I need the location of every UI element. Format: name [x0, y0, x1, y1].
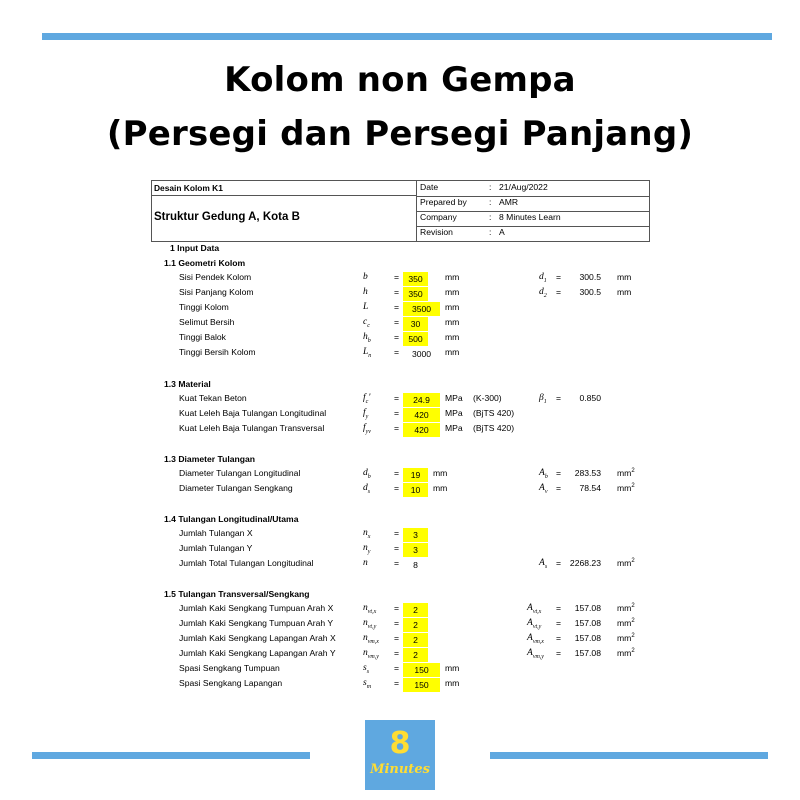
- row-label: Diameter Tulangan Sengkang: [179, 483, 293, 493]
- header-key: Revision: [420, 227, 453, 237]
- transversal-row: [151, 648, 650, 663]
- geometry-row: [151, 332, 650, 347]
- result-eq: =: [556, 287, 562, 297]
- result-symbol: $A_s$: [539, 558, 548, 570]
- result-value: 157.08: [574, 633, 601, 643]
- longitudinal-row: [151, 558, 650, 573]
- header-row-revision: [417, 226, 649, 241]
- header-value: A: [499, 227, 505, 237]
- row-label: Jumlah Tulangan Y: [179, 543, 253, 553]
- row-label: Jumlah Kaki Sengkang Lapangan Arah Y: [179, 648, 336, 658]
- design-name: Desain Kolom K1: [154, 183, 223, 193]
- input-value[interactable]: 350: [403, 287, 428, 301]
- row-eq: =: [394, 317, 400, 327]
- result-value: 157.08: [574, 603, 601, 613]
- row-unit: mm: [445, 302, 460, 312]
- row-symbol: $n_{vm,y}$: [363, 648, 379, 660]
- result-unit: $mm^2$: [617, 483, 635, 493]
- input-value[interactable]: 24.9: [403, 393, 440, 407]
- row-label: Jumlah Tulangan X: [179, 528, 253, 538]
- longitudinal-row: [151, 528, 650, 543]
- row-label: Kuat Leleh Baja Tulangan Transversal: [179, 423, 325, 433]
- input-value[interactable]: 150: [403, 663, 440, 677]
- row-symbol: $n_x$: [363, 528, 371, 540]
- result-value: 300.5: [579, 287, 601, 297]
- sheet-header: [151, 180, 650, 242]
- result-symbol: $d_2$: [539, 287, 547, 299]
- input-value[interactable]: 2: [403, 633, 428, 647]
- header-colon: :: [489, 212, 492, 222]
- row-eq: =: [394, 543, 400, 553]
- result-eq: =: [556, 648, 562, 658]
- row-eq: =: [394, 603, 400, 613]
- page-subtitle: (Persegi dan Persegi Panjang): [106, 114, 694, 154]
- row-note: (K-300): [473, 393, 502, 403]
- row-unit: MPa: [445, 423, 463, 433]
- header-value: AMR: [499, 197, 519, 207]
- row-label: Tinggi Kolom: [179, 302, 229, 312]
- section-longitudinal: 1.4 Tulangan Longitudinal/Utama: [164, 514, 299, 524]
- row-eq: =: [394, 468, 400, 478]
- row-symbol: $n_{vm,x}$: [363, 633, 379, 645]
- section-geometry: 1.1 Geometri Kolom: [164, 258, 246, 268]
- bottom-right-accent-bar: [490, 752, 768, 759]
- transversal-row: [151, 663, 650, 678]
- result-unit: mm: [617, 272, 632, 282]
- input-value[interactable]: 3: [403, 543, 428, 557]
- material-row: [151, 393, 650, 408]
- row-note: (BjTS 420): [473, 423, 515, 433]
- row-unit: MPa: [445, 393, 463, 403]
- row-symbol: $n_y$: [363, 543, 371, 555]
- input-value[interactable]: 10: [403, 483, 428, 497]
- header-left: [152, 181, 417, 241]
- result-symbol: $A_{vt,y}$: [527, 618, 542, 630]
- result-unit: $mm^2$: [617, 468, 635, 478]
- section-transversal: 1.5 Tulangan Transversal/Sengkang: [164, 589, 310, 599]
- result-symbol: $d_1$: [539, 272, 547, 284]
- row-eq: =: [394, 663, 400, 673]
- row-label: Sisi Panjang Kolom: [179, 287, 254, 297]
- row-symbol: $L_n$: [363, 347, 372, 359]
- bottom-left-accent-bar: [32, 752, 310, 759]
- diameter-row: [151, 468, 650, 483]
- row-eq: =: [394, 423, 400, 433]
- input-value[interactable]: 3500: [403, 302, 440, 316]
- header-colon: :: [489, 182, 492, 192]
- result-symbol: $A_b$: [539, 468, 548, 480]
- row-unit: mm: [445, 287, 460, 297]
- row-eq: =: [394, 272, 400, 282]
- result-eq: =: [556, 483, 562, 493]
- result-eq: =: [556, 272, 562, 282]
- input-value[interactable]: 2: [403, 618, 428, 632]
- row-note: (BjTS 420): [473, 408, 515, 418]
- row-label: Tinggi Bersih Kolom: [179, 347, 256, 357]
- geometry-row: [151, 272, 650, 287]
- input-value[interactable]: 2: [403, 648, 428, 662]
- transversal-row: [151, 678, 650, 693]
- row-symbol: b: [363, 272, 368, 282]
- input-value[interactable]: 30: [403, 317, 428, 331]
- result-eq: =: [556, 468, 562, 478]
- logo-word: Minutes: [370, 762, 430, 777]
- row-symbol: $f_{yv}$: [363, 423, 371, 435]
- row-eq: =: [394, 633, 400, 643]
- result-unit: $mm^2$: [617, 618, 635, 628]
- transversal-row: [151, 618, 650, 633]
- transversal-row: [151, 633, 650, 648]
- result-value: 300.5: [579, 272, 601, 282]
- input-value[interactable]: 3: [403, 528, 428, 542]
- header-value: 8 Minutes Learn: [499, 212, 561, 222]
- input-value[interactable]: 150: [403, 678, 440, 692]
- geometry-row: [151, 347, 650, 362]
- row-label: Spasi Sengkang Tumpuan: [179, 663, 280, 673]
- result-symbol: $A_{vm,x}$: [527, 633, 544, 645]
- header-colon: :: [489, 227, 492, 237]
- row-eq: =: [394, 678, 400, 688]
- row-label: Jumlah Total Tulangan Longitudinal: [179, 558, 314, 568]
- result-value: 157.08: [574, 648, 601, 658]
- row-eq: =: [394, 347, 400, 357]
- header-row-prepared: [417, 196, 649, 212]
- result-unit: $mm^2$: [617, 648, 635, 658]
- row-unit: mm: [445, 663, 460, 673]
- row-symbol: $n_{vt,x}$: [363, 603, 377, 615]
- row-symbol: $h_b$: [363, 332, 371, 344]
- brand-logo: [365, 720, 435, 790]
- transversal-row: [151, 603, 650, 618]
- row-eq: =: [394, 302, 400, 312]
- header-row-date: [417, 181, 649, 197]
- geometry-row: [151, 302, 650, 317]
- section-input-data: 1 Input Data: [170, 243, 220, 253]
- row-label: Sisi Pendek Kolom: [179, 272, 252, 282]
- row-symbol: $f_c'$: [363, 393, 371, 405]
- input-value[interactable]: 420: [403, 408, 440, 422]
- result-unit: $mm^2$: [617, 633, 635, 643]
- row-label: Jumlah Kaki Sengkang Lapangan Arah X: [179, 633, 336, 643]
- row-symbol: $f_y$: [363, 408, 369, 420]
- calculation-sheet: [151, 180, 650, 700]
- input-value[interactable]: 420: [403, 423, 440, 437]
- row-label: Diameter Tulangan Longitudinal: [179, 468, 301, 478]
- row-symbol: h: [363, 287, 368, 297]
- result-symbol: $A_v$: [539, 483, 548, 495]
- result-eq: =: [556, 558, 562, 568]
- result-unit: mm: [617, 287, 632, 297]
- diameter-row: [151, 483, 650, 498]
- row-eq: =: [394, 287, 400, 297]
- row-label: Kuat Leleh Baja Tulangan Longitudinal: [179, 408, 327, 418]
- result-symbol: $A_{vt,x}$: [527, 603, 542, 615]
- result-eq: =: [556, 603, 562, 613]
- longitudinal-row: [151, 543, 650, 558]
- section-diameter: 1.3 Diameter Tulangan: [164, 454, 256, 464]
- result-value: 157.08: [574, 618, 601, 628]
- top-accent-bar: [42, 33, 772, 40]
- row-eq: =: [394, 393, 400, 403]
- row-unit: mm: [433, 468, 448, 478]
- project-name: Struktur Gedung A, Kota B: [154, 211, 300, 223]
- result-value: 78.54: [579, 483, 601, 493]
- row-unit: mm: [445, 317, 460, 327]
- header-value: 21/Aug/2022: [499, 182, 548, 192]
- header-key: Company: [420, 212, 457, 222]
- row-unit: mm: [433, 483, 448, 493]
- input-value[interactable]: 19: [403, 468, 428, 482]
- row-symbol: $s_m$: [363, 678, 372, 690]
- header-key: Date: [420, 182, 439, 192]
- row-label: Selimut Bersih: [179, 317, 235, 327]
- result-symbol: $A_{vm,y}$: [527, 648, 544, 660]
- result-unit: $mm^2$: [617, 558, 635, 568]
- result-eq: =: [556, 618, 562, 628]
- row-label: Jumlah Kaki Sengkang Tumpuan Arah X: [179, 603, 334, 613]
- header-key: Prepared by: [420, 197, 467, 207]
- row-label: Kuat Tekan Beton: [179, 393, 247, 403]
- row-eq: =: [394, 483, 400, 493]
- logo-number: 8: [389, 726, 411, 761]
- row-eq: =: [394, 558, 400, 568]
- row-eq: =: [394, 528, 400, 538]
- row-symbol: $n_{vt,y}$: [363, 618, 377, 630]
- result-eq: =: [556, 633, 562, 643]
- computed-value: 8: [413, 560, 418, 570]
- row-symbol: $c_c$: [363, 317, 370, 329]
- header-row-company: [417, 211, 649, 227]
- row-eq: =: [394, 648, 400, 658]
- result-value: 283.53: [574, 468, 601, 478]
- result-symbol: $\beta_1$: [539, 393, 547, 405]
- row-symbol: L: [363, 302, 369, 312]
- result-value: 0.850: [579, 393, 601, 403]
- material-row: [151, 423, 650, 438]
- geometry-row: [151, 287, 650, 302]
- row-eq: =: [394, 332, 400, 342]
- result-unit: $mm^2$: [617, 603, 635, 613]
- row-label: Tinggi Balok: [179, 332, 226, 342]
- row-label: Jumlah Kaki Sengkang Tumpuan Arah Y: [179, 618, 334, 628]
- material-row: [151, 408, 650, 423]
- header-colon: :: [489, 197, 492, 207]
- row-eq: =: [394, 618, 400, 628]
- row-label: Spasi Sengkang Lapangan: [179, 678, 283, 688]
- computed-value: 3000: [411, 349, 432, 359]
- row-unit: mm: [445, 678, 460, 688]
- row-unit: mm: [445, 332, 460, 342]
- row-unit: mm: [445, 347, 460, 357]
- input-value[interactable]: 350: [403, 272, 428, 286]
- page-title: Kolom non Gempa: [224, 60, 576, 100]
- result-eq: =: [556, 393, 562, 403]
- row-unit: MPa: [445, 408, 463, 418]
- row-unit: mm: [445, 272, 460, 282]
- input-value[interactable]: 2: [403, 603, 428, 617]
- row-symbol: n: [363, 558, 368, 568]
- section-material: 1.3 Material: [164, 379, 211, 389]
- row-symbol: $d_b$: [363, 468, 371, 480]
- row-symbol: $d_s$: [363, 483, 371, 495]
- result-value: 2268.23: [569, 558, 601, 568]
- row-symbol: $s_s$: [363, 663, 370, 675]
- row-eq: =: [394, 408, 400, 418]
- input-value[interactable]: 500: [403, 332, 428, 346]
- geometry-row: [151, 317, 650, 332]
